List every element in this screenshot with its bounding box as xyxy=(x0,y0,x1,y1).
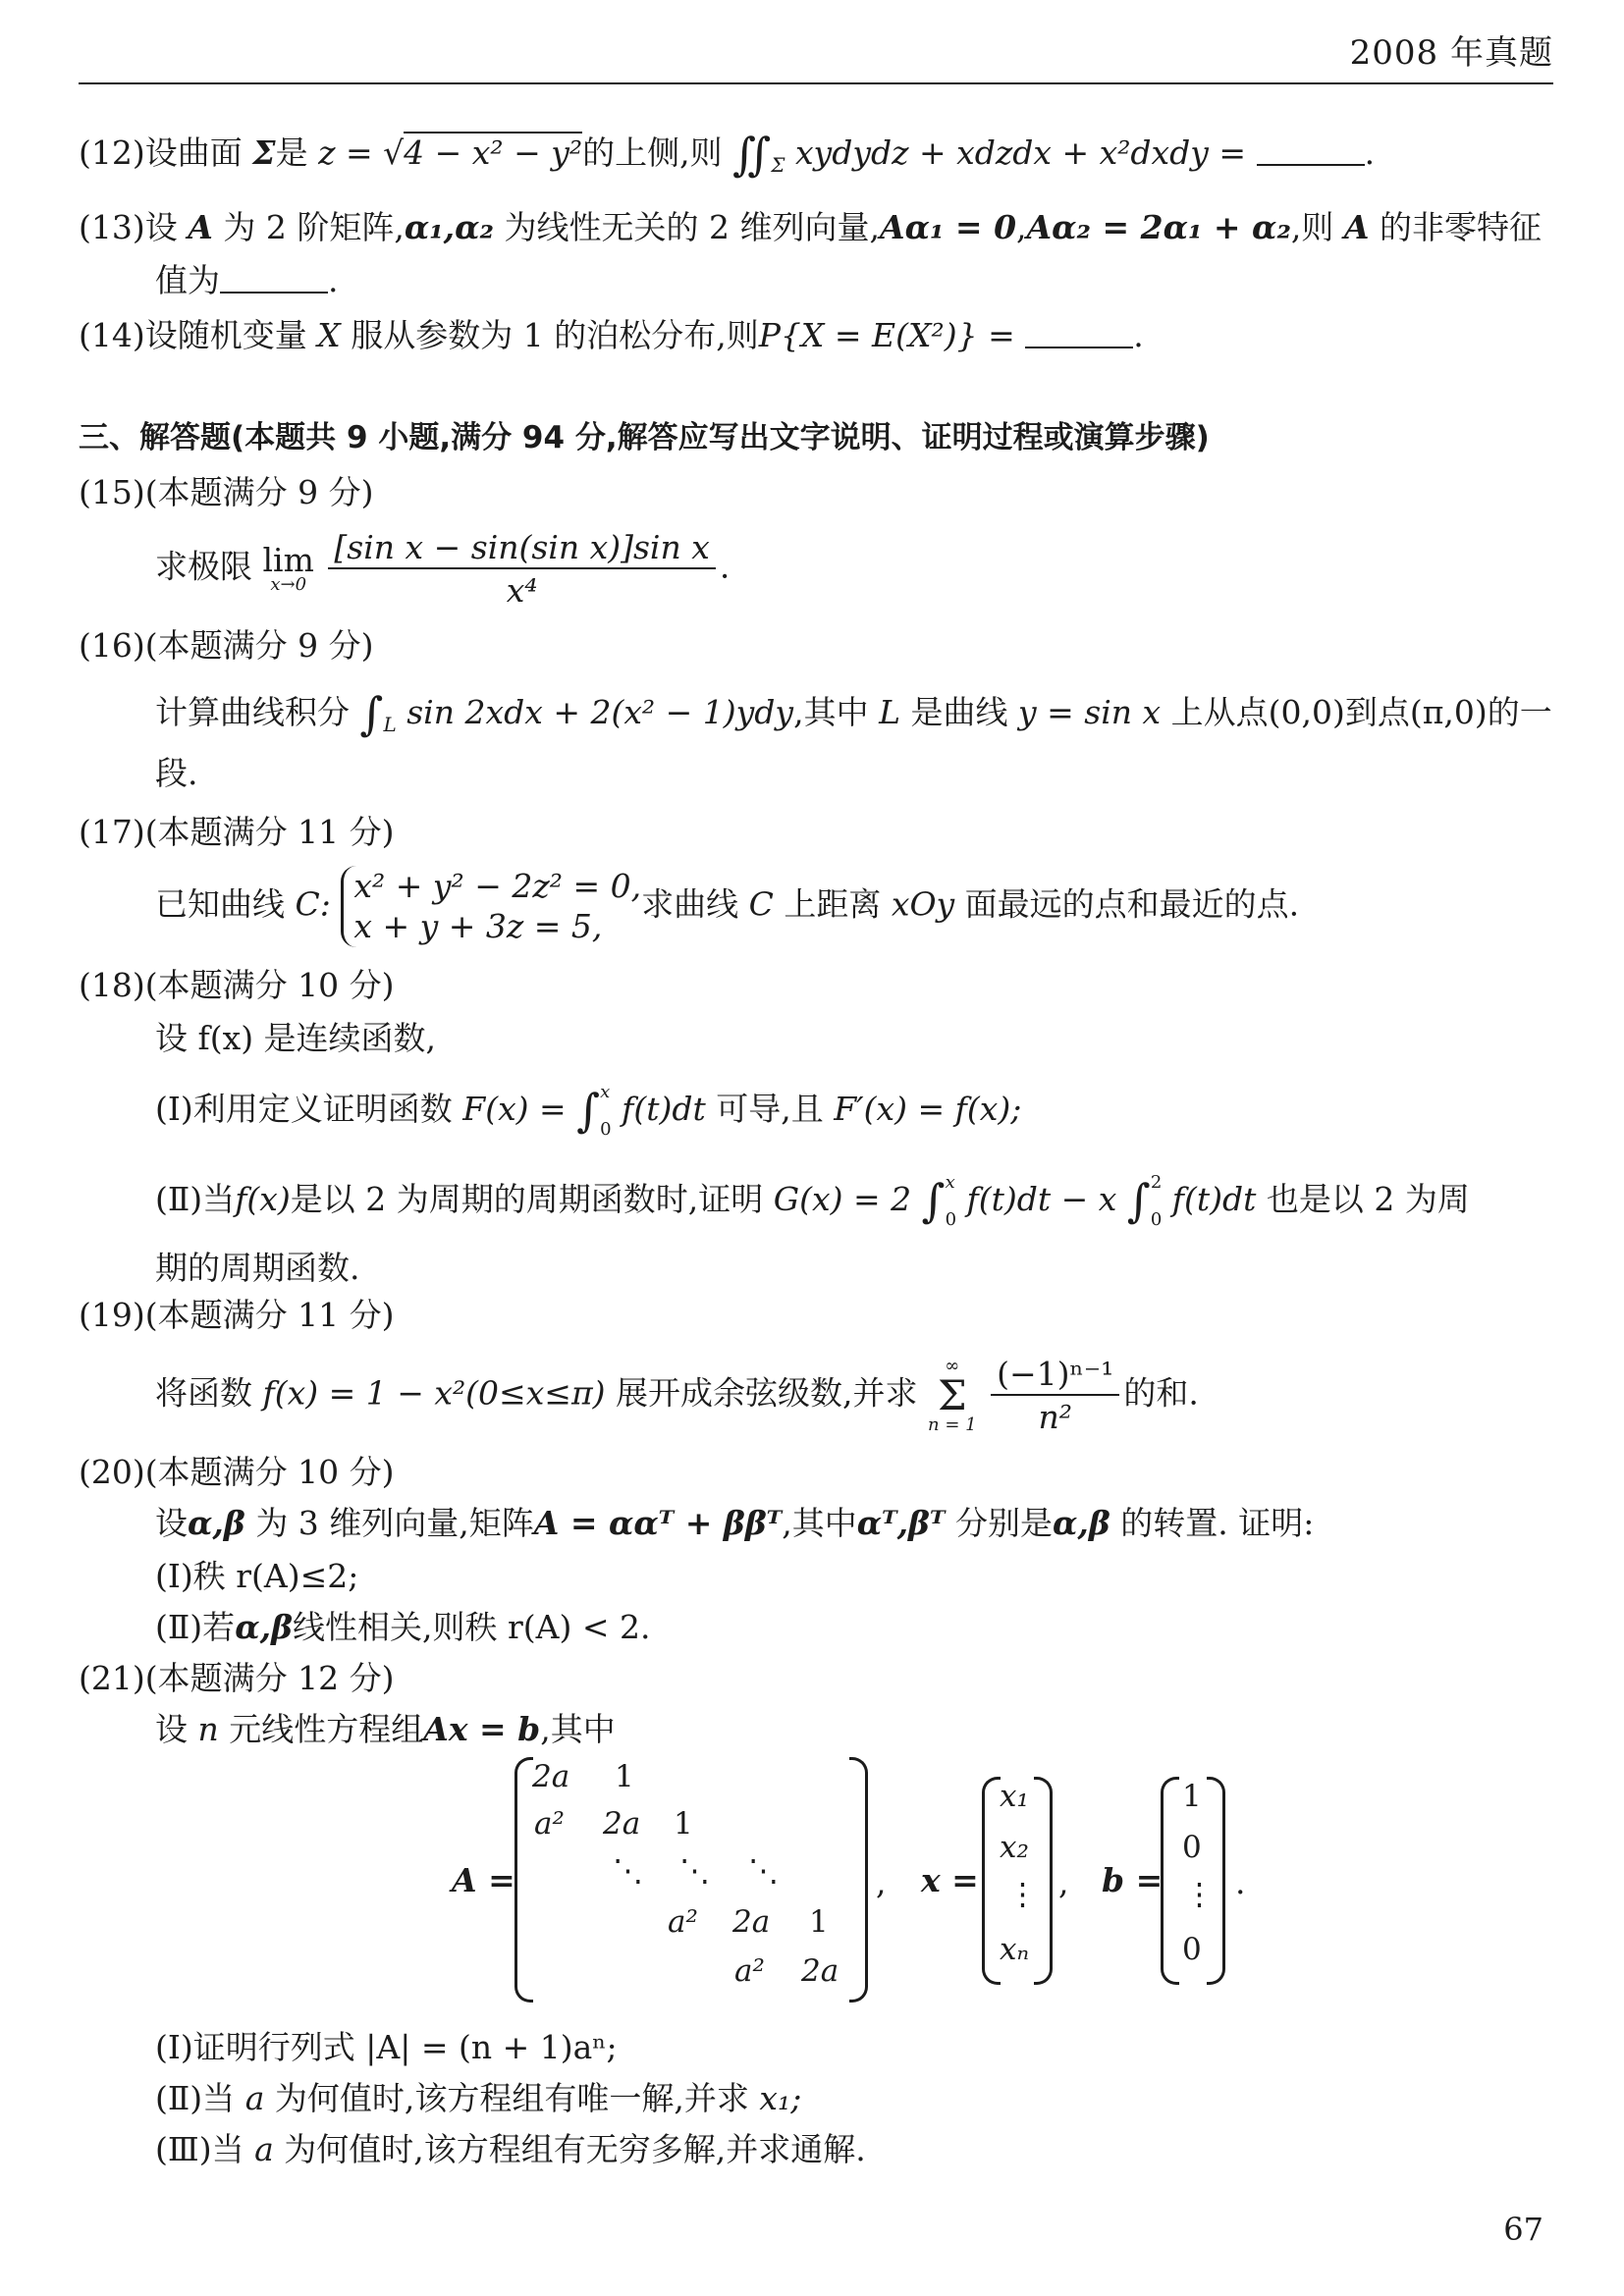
problem-18-part2: (Ⅱ)当f(x)是以 2 为周期的周期函数时,证明 G(x) = 2 ∫ x 0 f(t)dt − x ∫ 2 0 f(t)dt 也是以 2 为周 xyxy=(155,1172,1470,1230)
answer-blank xyxy=(1025,347,1133,348)
problem-number: (17) xyxy=(79,813,145,851)
problem-19-header xyxy=(79,1296,1553,1335)
question-13: (13)设 A 为 2 阶矩阵,α₁,α₂ 为线性无关的 2 维列向量,Aα₁ = 0,Aα₂ = 2α₁ + α₂,则 A 的非零特征 xyxy=(79,208,1543,246)
problem-score: (本题满分 9 分) xyxy=(144,626,374,665)
vector-b-label: b = xyxy=(1102,1861,1164,1899)
integral-sign: ∫ xyxy=(576,1084,601,1137)
problem-number: (15) xyxy=(79,473,145,511)
answer-blank xyxy=(220,292,328,294)
problem-number: (16) xyxy=(79,626,145,665)
page-header-title: 2008 年真题 xyxy=(1349,33,1553,73)
page-number: 67 xyxy=(1503,2211,1543,2248)
answer-blank xyxy=(1257,164,1365,166)
problem-16-body: 计算曲线积分 $\int_L$ sin 2xdx + 2(x² − 1)ydy,其中 L 是曲线 y = sin x 上从点(0,0)到点(π,0)的一 xyxy=(155,687,1552,740)
problem-score: (本题满分 11 分) xyxy=(144,1296,395,1334)
matrix-A-label: A = xyxy=(452,1861,515,1899)
question-13-cont: 值为 . xyxy=(155,261,339,299)
problem-21-header xyxy=(79,1659,1553,1698)
problem-21-part2: (Ⅱ)当 a 为何值时,该方程组有唯一解,并求 x₁; xyxy=(155,2079,802,2117)
problem-20-part1: (Ⅰ)秩 r(A)≤2; xyxy=(155,1557,359,1595)
question-number: (13) xyxy=(79,208,145,246)
problem-number: (21) xyxy=(79,1659,145,1697)
summation-sign: ∞ Σ n = 1 xyxy=(928,1355,977,1435)
problem-20-line1: 设α,β 为 3 维列向量,矩阵A = ααᵀ + ββᵀ,其中αᵀ,βᵀ 分别是α,β 的转置. 证明: xyxy=(155,1504,1315,1542)
problem-18-header xyxy=(79,966,1553,1005)
limit-operator: lim x→0 xyxy=(262,541,314,596)
section-title: 三、解答题(本题共 9 小题,满分 94 分,解答应写出文字说明、证明过程或演算步骤) xyxy=(79,420,1210,455)
problem-score: (本题满分 11 分) xyxy=(144,813,395,851)
problem-number: (19) xyxy=(79,1296,145,1334)
double-integral-sign: ∬ xyxy=(732,128,772,181)
problem-15-body: 求极限 lim x→0 $\frac{\text{[sin x − sin(sin x)]sin x}}{\text{x⁴}}$ . xyxy=(155,528,731,610)
problem-number: (20) xyxy=(79,1453,145,1491)
problem-21-part3: (Ⅲ)当 a 为何值时,该方程组有无穷多解,并求通解. xyxy=(155,2130,866,2168)
header-divider xyxy=(79,82,1553,84)
matrix-A: 2a 1 a² 2a 1 ⋱ ⋱ ⋱ a² 2a 1 a² 2a xyxy=(514,1757,868,2002)
matrix-definitions: A = 2a 1 a² 2a 1 ⋱ ⋱ ⋱ a² 2a 1 a² 2a , x = x₁ x₂ ⋮ xₙ , b = 1 0 ⋮ 0 . xyxy=(452,1757,1316,2012)
equation-system: x² + y² − 2z² = 0, x + y + 3z = 5, xyxy=(341,866,641,947)
problem-score: (本题满分 10 分) xyxy=(144,1453,395,1491)
problem-18-part1: (Ⅰ)利用定义证明函数 F(x) = ∫ x 0 f(t)dt 可导,且 F′(x) = f(x); xyxy=(155,1082,1022,1140)
problem-16-header xyxy=(79,626,1553,666)
vector-x-label: x = xyxy=(921,1861,979,1899)
problem-score: (本题满分 12 分) xyxy=(144,1659,395,1697)
series-term-fraction: $\frac{\text{(−1)ⁿ⁻¹}}{\text{n²}}$ xyxy=(991,1355,1119,1436)
problem-19-body: 将函数 f(x) = 1 − x²(0≤x≤π) 展开成余弦级数,并求 ∞ Σ n = 1 $\frac{\text{(−1)ⁿ⁻¹}}{\text{n²}}$ 的和. xyxy=(155,1355,1199,1436)
problem-16-cont: 段. xyxy=(155,754,198,792)
vector-x: x₁ x₂ ⋮ xₙ xyxy=(982,1777,1053,1985)
problem-18-intro: 设 f(x) 是连续函数, xyxy=(155,1019,437,1057)
question-number: (12) xyxy=(79,133,145,172)
limit-fraction: $\frac{\text{[sin x − sin(sin x)]sin x}}{\text{x⁴}}$ xyxy=(328,528,715,610)
problem-score: (本题满分 9 分) xyxy=(144,473,374,511)
problem-score: (本题满分 10 分) xyxy=(144,966,395,1004)
question-number: (14) xyxy=(79,316,145,354)
problem-18-cont: 期的周期函数. xyxy=(155,1249,360,1287)
integral-sign: ∫ xyxy=(1126,1174,1151,1227)
integral-sign: ∫ xyxy=(921,1174,946,1227)
problem-20-header xyxy=(79,1453,1553,1492)
problem-17-header xyxy=(79,813,1553,852)
problem-17-body: 已知曲线 C: x² + y² − 2z² = 0, x + y + 3z = 5, 求曲线 C 上距离 xOy 面最远的点和最近的点. xyxy=(155,867,1300,946)
problem-21-line1: 设 n 元线性方程组Ax = b,其中 xyxy=(155,1710,616,1748)
problem-number: (18) xyxy=(79,966,145,1004)
sqrt-expression: √4 − x² − y² xyxy=(383,133,583,172)
problem-15-header xyxy=(79,473,1553,512)
question-14: (14)设随机变量 X 服从参数为 1 的泊松分布,则P{X = E(X²)} = . xyxy=(79,316,1144,354)
problem-20-part2: (Ⅱ)若α,β线性相关,则秩 r(A) < 2. xyxy=(155,1608,651,1646)
vector-b: 1 0 ⋮ 0 xyxy=(1161,1777,1225,1985)
integral-sign: ∫ xyxy=(359,687,384,740)
problem-21-part1: (Ⅰ)证明行列式 |A| = (n + 1)aⁿ; xyxy=(155,2028,618,2066)
question-12: (12)设曲面 Σ是 z = √4 − x² − y²的上侧,则 $∬_\Sigma$ xydydz + xdzdx + x²dxdy = . xyxy=(79,128,1376,181)
